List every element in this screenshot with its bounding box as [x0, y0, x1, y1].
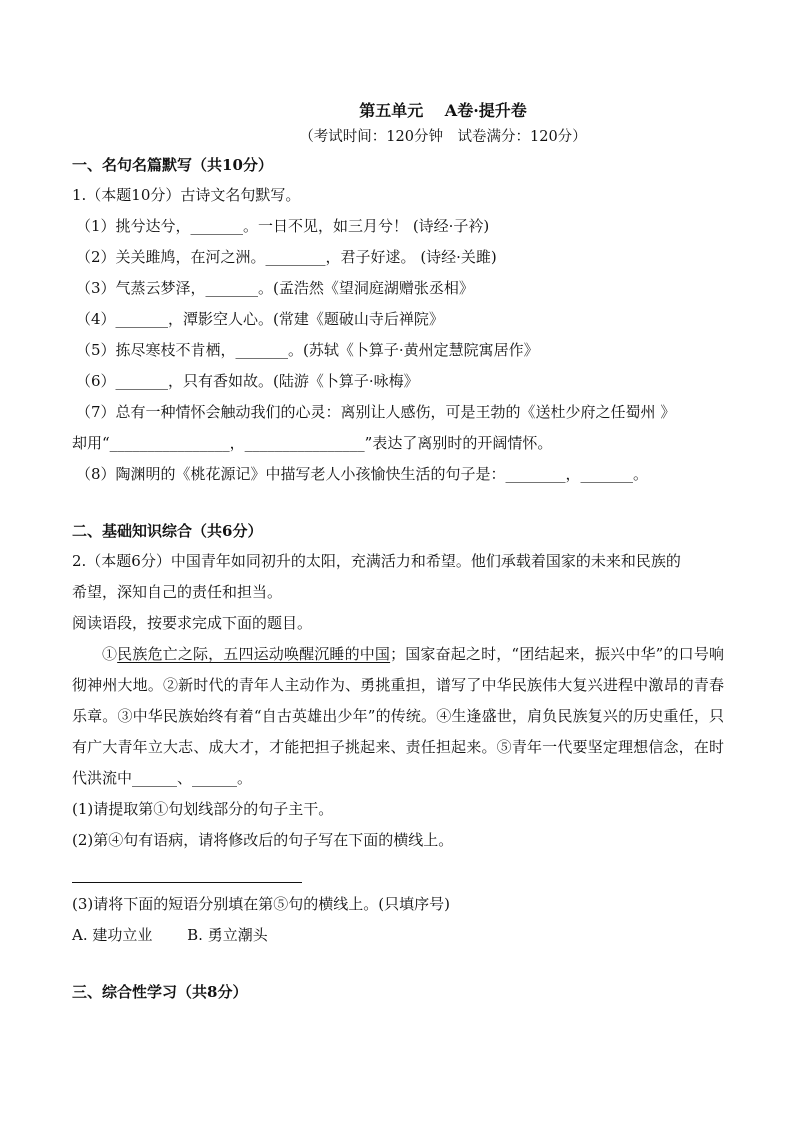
sub-question-2: (2)第④句有语病，请将修改后的句子写在下面的横线上。	[72, 831, 454, 849]
question-1-item: （2）关关雎鸠，在河之洲。________，君子好逑。 (诗经·关雎)	[76, 248, 497, 266]
question-1-item: （3）气蒸云梦泽，_______。(孟浩然《望洞庭湖赠张丞相》	[76, 279, 474, 297]
question-1-item: （5）拣尽寒枝不肯栖，_______。(苏轼《卜算子·黄州定慧院寓居作》	[76, 341, 539, 359]
question-1-item-continued: 却用“________________，________________”表达了离别时的开阔情怀。	[72, 434, 553, 452]
section-heading-3: 三、综合性学习（共8分）	[72, 983, 248, 1001]
section-heading-2: 二、基础知识综合（共6分）	[72, 522, 263, 540]
section-heading-1: 一、名句名篇默写（共10分）	[72, 156, 273, 174]
question-1-stem: 1.（本题10分）古诗文名句默写。	[72, 186, 301, 204]
question-1-item: （8）陶渊明的《桃花源记》中描写老人小孩愉快生活的句子是：________，_______。	[76, 465, 649, 483]
passage-text: ；国家奋起之时，“团结起来，振兴中华”的口号响彻神州大地。②新时代的青年人主动作为、勇挑重担，谱写了中华民族伟大复兴进程中激昂的青春乐章。③中华民族始终有着“自古英雄出少年”的传统。④生逢盛世，肩负民族复兴的历史重任，只有广大青年立大志、成大才，才能把担子挑起来、责任担起来。⑤青年一代要坚定理想信念，在时代洪流中______、______。	[72, 645, 724, 787]
question-1-item: （6）_______，只有香如故。(陆游《卜算子·咏梅》	[76, 372, 419, 390]
reading-instruction: 阅读语段，按要求完成下面的题目。	[72, 614, 313, 632]
exam-page	[72, 98, 724, 1007]
question-1-item: （1）挑兮达兮，_______。一日不见，如三月兮！ (诗经·子衿)	[76, 217, 490, 235]
question-1-item: （4）_______，潭影空人心。(常建《题破山寺后禅院》	[76, 310, 444, 328]
reading-passage	[72, 639, 724, 794]
sub-question-3: (3)请将下面的短语分别填在第⑤句的横线上。(只填序号)	[72, 895, 450, 913]
question-2-stem: 2.（本题6分）中国青年如同初升的太阳，充满活力和希望。他们承载着国家的未来和民族的	[72, 552, 681, 570]
question-2-stem-continued: 希望，深知自己的责任和担当。	[72, 583, 283, 601]
exam-info: （考试时间：120分钟 试卷满分：120分）	[299, 129, 587, 145]
answer-blank-line	[72, 860, 302, 883]
passage-marker: ①	[102, 645, 118, 663]
underlined-sentence: 民族危亡之际，五四运动唤醒沉睡的中国	[117, 645, 391, 663]
answer-options: A. 建功立业 B. 勇立潮头	[72, 926, 268, 944]
question-1-item: （7）总有一种情怀会触动我们的心灵：离别让人感伤，可是王勃的《送杜少府之任蜀州 》	[76, 403, 676, 421]
page-title: 第五单元 A卷·提升卷	[359, 101, 527, 120]
sub-question-1: (1)请提取第①句划线部分的句子主干。	[72, 800, 334, 818]
